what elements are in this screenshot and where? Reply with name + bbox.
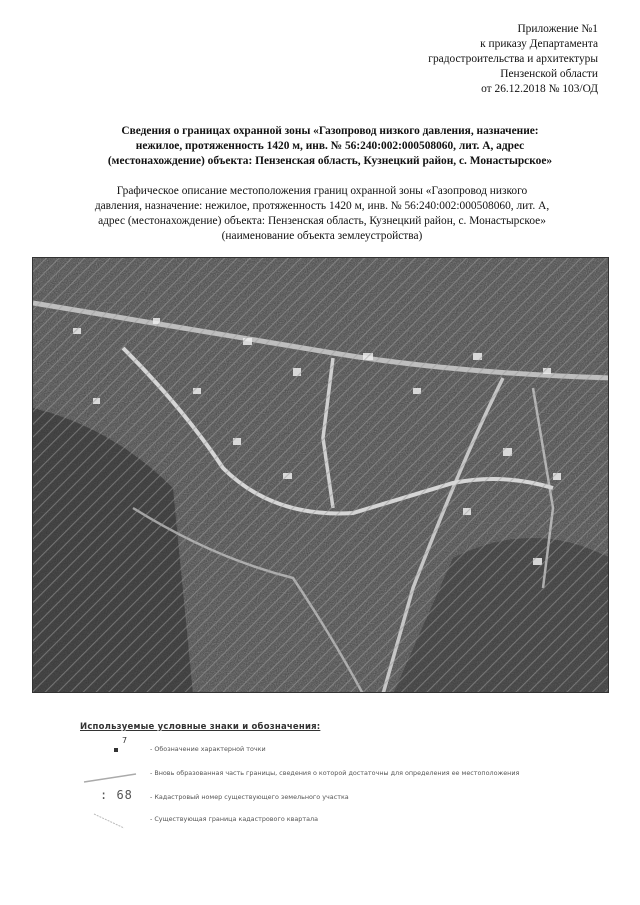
map-image (33, 258, 609, 693)
document-title (60, 124, 600, 169)
appendix-line: Приложение №1 (517, 23, 598, 35)
graphic-description (32, 184, 612, 244)
description-line: Графическое описание местоположения границ охранной зоны «Газопровод низкого (116, 185, 528, 197)
point-number: 7 (122, 736, 128, 745)
title-line: (местонахождение) объекта: Пензенская область, Кузнецкий район, с. Монастырское» (107, 155, 553, 167)
appendix-line: к приказу Департамента (480, 38, 598, 50)
legend-title: Используемые условные знаки и обозначения: (80, 722, 321, 732)
legend-label: - Кадастровый номер существующего земельного участка (150, 793, 349, 801)
quarter-boundary-line-symbol (80, 808, 140, 834)
legend (80, 722, 580, 823)
legend-item (80, 738, 580, 764)
appendix-header (298, 22, 598, 97)
description-line: (наименование объекта землеустройства) (221, 230, 423, 242)
legend-label: - Существующая граница кадастрового квартала (150, 815, 318, 823)
appendix-line: Пензенской области (500, 68, 598, 80)
appendix-line: от 26.12.2018 № 103/ОД (481, 83, 598, 95)
description-line: адрес (местонахождение) объекта: Пензенская область, Кузнецкий район, с. Монастырское» (98, 215, 546, 227)
new-boundary-line-symbol (80, 762, 140, 788)
legend-item (80, 808, 580, 834)
characteristic-point-symbol (80, 738, 140, 764)
title-line: Сведения о границах охранной зоны «Газопровод низкого давления, назначение: (121, 125, 539, 137)
satellite-map (32, 257, 609, 693)
legend-label: - Обозначение характерной точки (150, 745, 266, 753)
title-line: нежилое, протяженность 1420 м, инв. № 56:240:002:000508060, лит. А, адрес (135, 140, 525, 152)
legend-label: - Вновь образованная часть границы, сведения о которой достаточны для определения ее местоположения (150, 769, 520, 777)
cadastral-number-sample: : 68 (100, 788, 133, 802)
description-line: давления, назначение: нежилое, протяженность 1420 м, инв. № 56:240:002:000508060, лит. А, (94, 200, 550, 212)
legend-item (80, 762, 580, 788)
appendix-line: градостроительства и архитектуры (428, 53, 598, 65)
